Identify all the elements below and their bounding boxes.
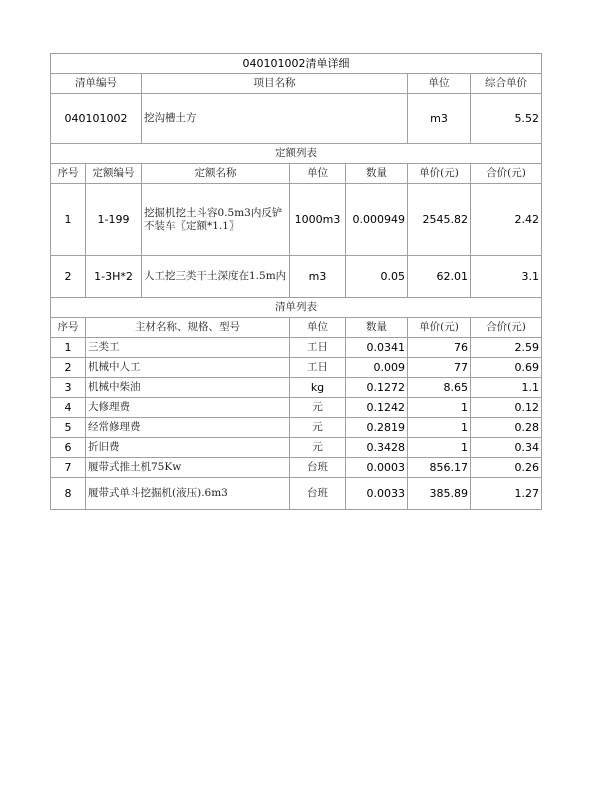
material-unit-price: 1 [408,418,471,438]
material-total: 1.27 [471,478,542,510]
material-name: 履带式推土机75Kw [86,458,290,478]
quota-name: 人工挖三类干土深度在1.5m内 [142,256,290,298]
material-row [51,458,542,478]
bill-header-row [51,74,542,94]
quota-unit-price: 2545.82 [408,184,471,256]
quota-total: 2.42 [471,184,542,256]
quota-row [51,184,542,256]
material-total: 0.12 [471,398,542,418]
material-seq: 4 [51,398,86,418]
material-unit-price: 1 [408,398,471,418]
material-unit-price: 77 [408,358,471,378]
bill-unit: m3 [408,94,471,144]
material-name: 履带式单斗挖掘机(液压).6m3 [86,478,290,510]
quota-qty: 0.05 [346,256,408,298]
material-seq-header: 序号 [51,318,86,338]
material-unit-price: 76 [408,338,471,358]
material-row [51,478,542,510]
bill-row [51,94,542,144]
material-section-title: 清单列表 [51,298,542,318]
quota-seq-header: 序号 [51,164,86,184]
material-row [51,378,542,398]
material-total: 0.34 [471,438,542,458]
material-seq: 1 [51,338,86,358]
material-seq: 5 [51,418,86,438]
material-section-row [51,298,542,318]
quota-unit: m3 [290,256,346,298]
material-name: 折旧费 [86,438,290,458]
quota-code-header: 定额编号 [86,164,142,184]
material-seq: 6 [51,438,86,458]
material-total: 0.28 [471,418,542,438]
quota-row [51,256,542,298]
material-unit-header: 单位 [290,318,346,338]
material-seq: 8 [51,478,86,510]
material-row [51,398,542,418]
table-title: 040101002清单详细 [51,54,542,74]
bill-name-header: 项目名称 [142,74,408,94]
material-total: 0.26 [471,458,542,478]
material-unit: 台班 [290,478,346,510]
bill-code: 040101002 [51,94,142,144]
quota-section-row [51,144,542,164]
quota-code: 1-3H*2 [86,256,142,298]
material-total: 2.59 [471,338,542,358]
material-name: 机械中柴油 [86,378,290,398]
quota-name: 挖掘机挖土斗容0.5m3内反铲不装车〖定额*1.1〗 [142,184,290,256]
material-unit: 工日 [290,338,346,358]
quota-name-header: 定额名称 [142,164,290,184]
quota-code: 1-199 [86,184,142,256]
bill-price: 5.52 [471,94,542,144]
material-unit: 工日 [290,358,346,378]
bill-detail-table [50,53,542,510]
material-qty: 0.3428 [346,438,408,458]
bill-unit-header: 单位 [408,74,471,94]
material-qty: 0.1242 [346,398,408,418]
material-qty: 0.0003 [346,458,408,478]
material-unit-price: 8.65 [408,378,471,398]
bill-price-header: 综合单价 [471,74,542,94]
quota-qty: 0.000949 [346,184,408,256]
bill-code-header: 清单编号 [51,74,142,94]
material-total-header: 合价(元) [471,318,542,338]
material-name-header: 主材名称、规格、型号 [86,318,290,338]
material-unit-price-header: 单价(元) [408,318,471,338]
material-unit-price: 856.17 [408,458,471,478]
material-row [51,358,542,378]
quota-unit-header: 单位 [290,164,346,184]
title-row [51,54,542,74]
quota-header-row [51,164,542,184]
material-unit: 元 [290,418,346,438]
material-qty: 0.1272 [346,378,408,398]
material-unit-price: 385.89 [408,478,471,510]
material-name: 机械中人工 [86,358,290,378]
quota-section-title: 定额列表 [51,144,542,164]
quota-seq: 1 [51,184,86,256]
material-qty: 0.2819 [346,418,408,438]
material-unit: 元 [290,398,346,418]
material-row [51,338,542,358]
material-seq: 3 [51,378,86,398]
material-unit: 元 [290,438,346,458]
material-qty: 0.0341 [346,338,408,358]
quota-qty-header: 数量 [346,164,408,184]
material-header-row [51,318,542,338]
material-total: 1.1 [471,378,542,398]
material-qty: 0.009 [346,358,408,378]
material-name: 大修理费 [86,398,290,418]
material-qty-header: 数量 [346,318,408,338]
material-qty: 0.0033 [346,478,408,510]
bill-name: 挖沟槽土方 [142,94,408,144]
quota-unit: 1000m3 [290,184,346,256]
material-unit: kg [290,378,346,398]
material-unit: 台班 [290,458,346,478]
material-row [51,418,542,438]
quota-seq: 2 [51,256,86,298]
material-row [51,438,542,458]
quota-unit-price-header: 单价(元) [408,164,471,184]
material-unit-price: 1 [408,438,471,458]
material-seq: 2 [51,358,86,378]
quota-total-header: 合价(元) [471,164,542,184]
material-name: 三类工 [86,338,290,358]
material-name: 经常修理费 [86,418,290,438]
quota-unit-price: 62.01 [408,256,471,298]
quota-total: 3.1 [471,256,542,298]
material-seq: 7 [51,458,86,478]
material-total: 0.69 [471,358,542,378]
